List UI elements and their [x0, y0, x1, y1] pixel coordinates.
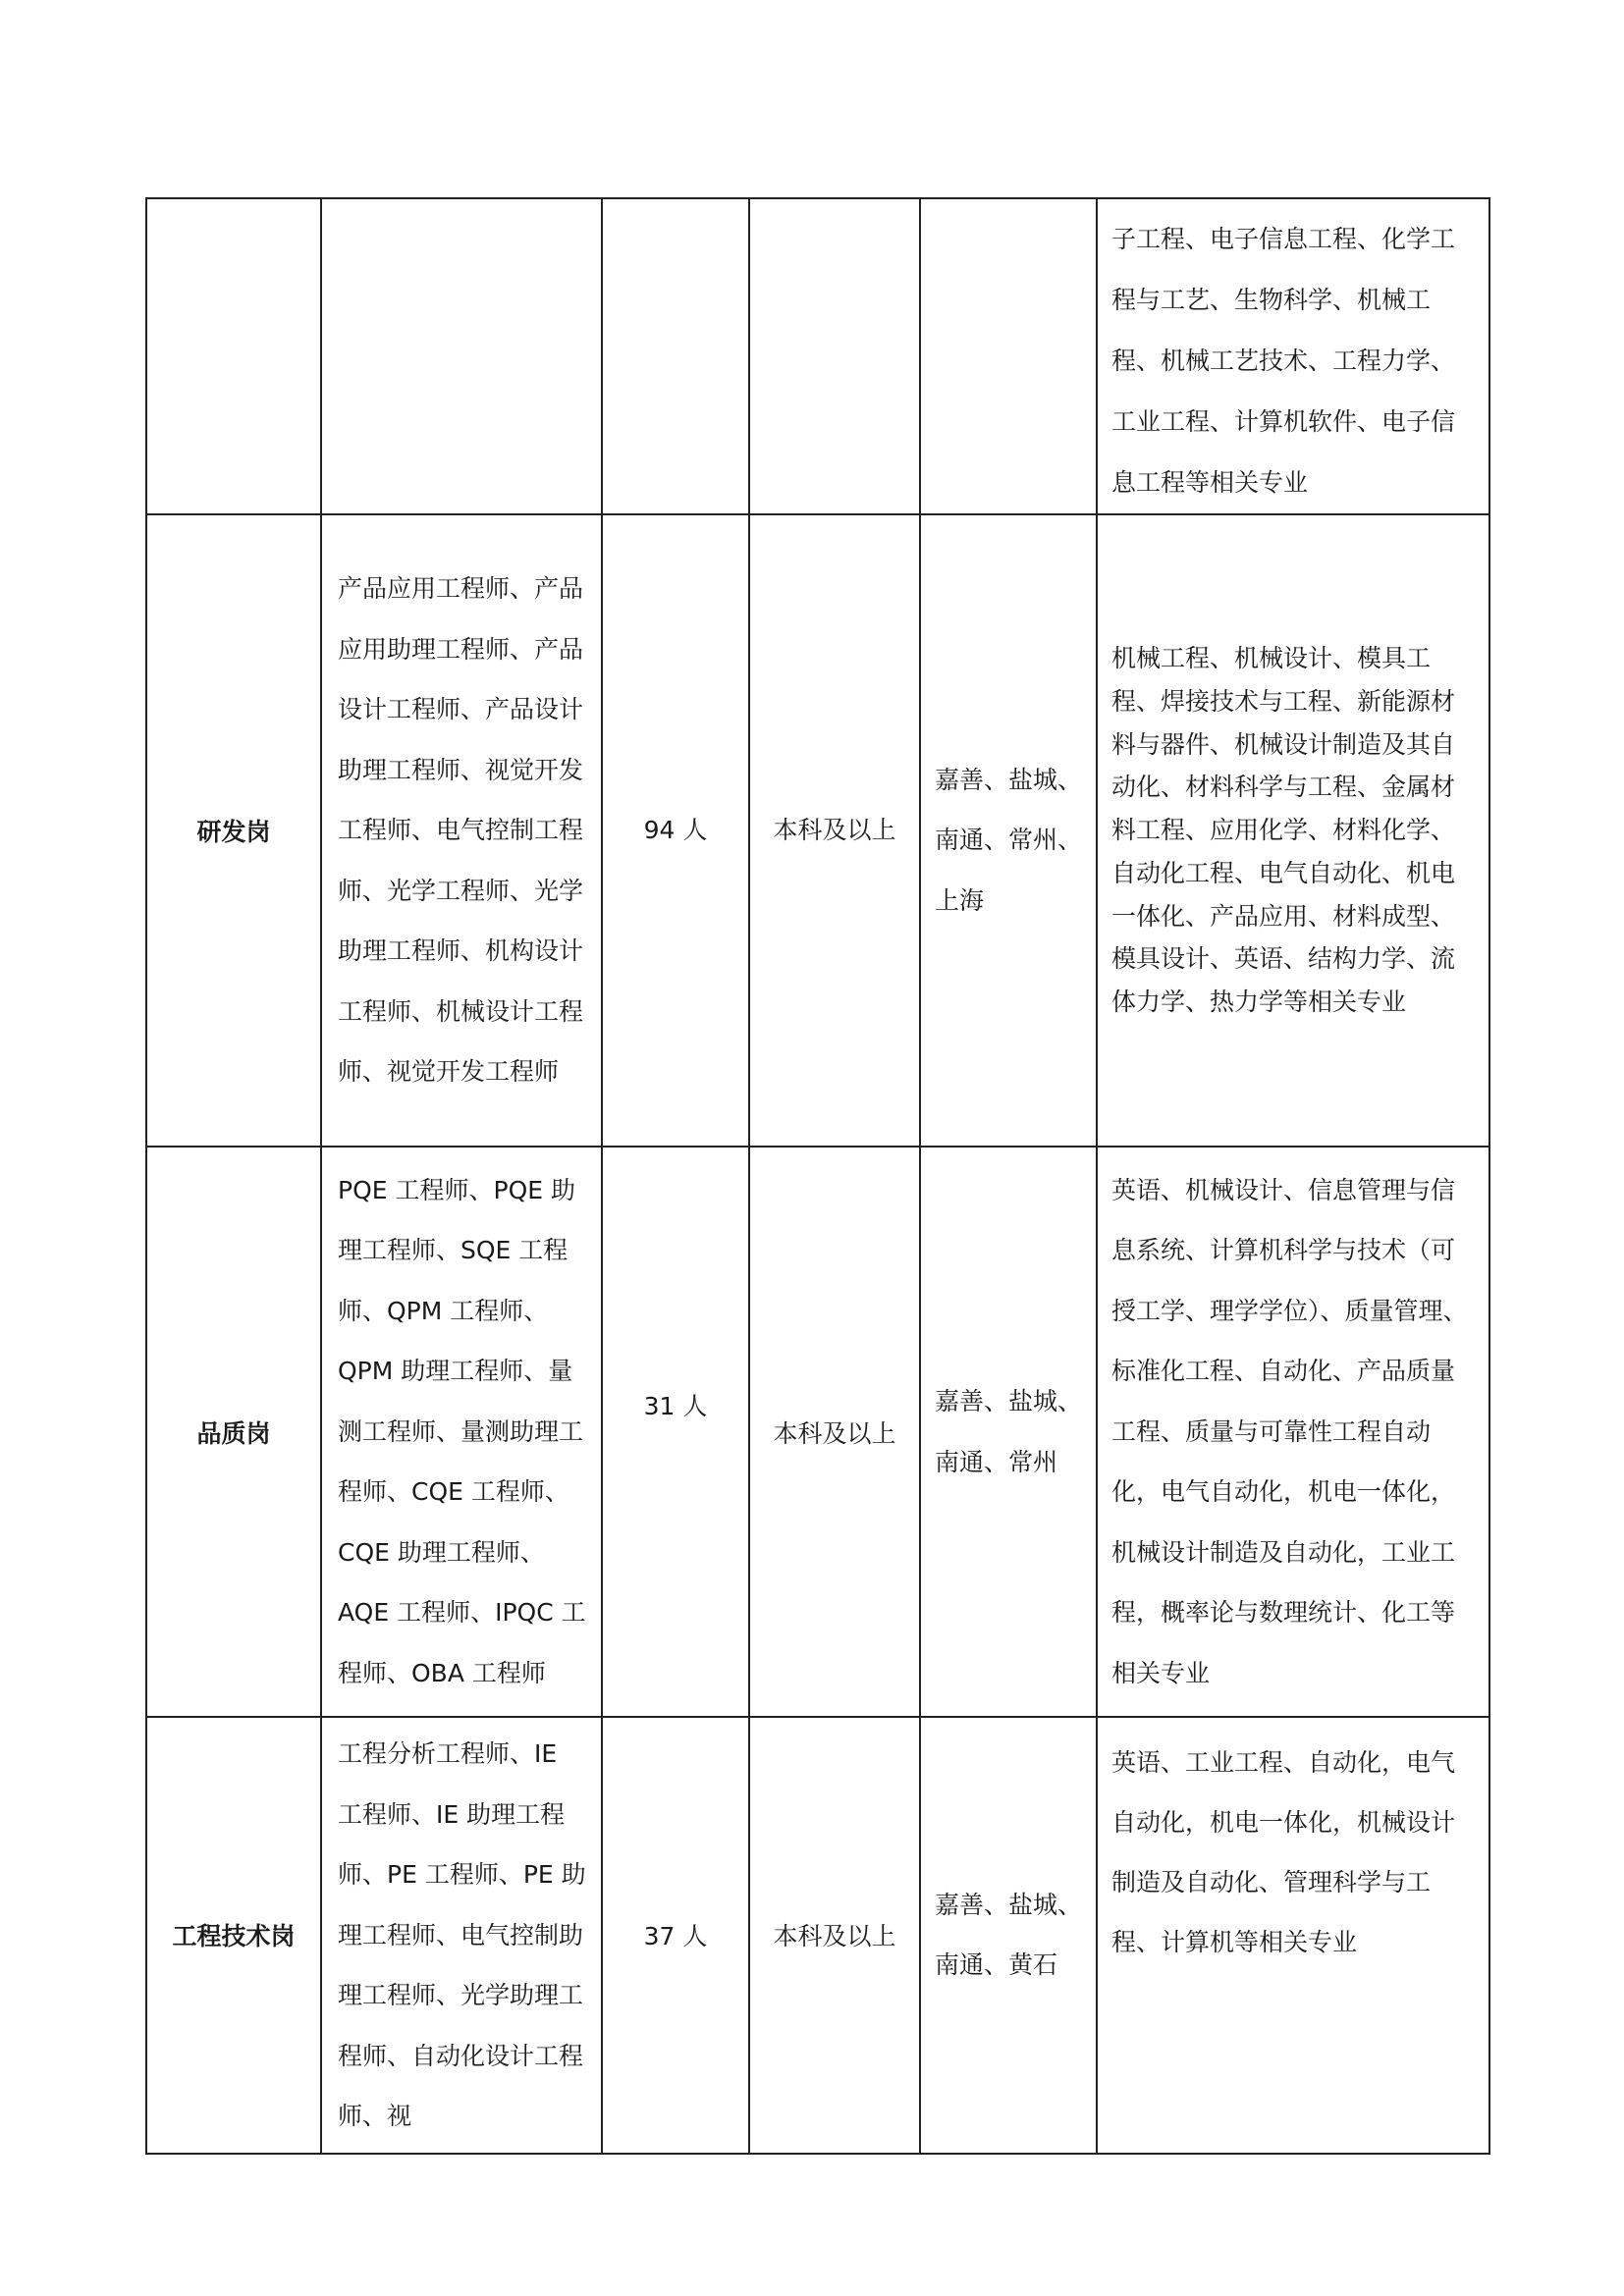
- education-value: 本科及以上: [773, 816, 896, 844]
- education-cell: [749, 1147, 920, 1717]
- education-cell: [749, 198, 920, 514]
- table-row: [146, 1147, 1489, 1717]
- locations-value: 嘉善、盐城、南通、黄石: [935, 1890, 1083, 1980]
- locations-cell: [920, 1717, 1097, 2154]
- headcount-value: 94 人: [643, 816, 708, 844]
- locations-cell: [920, 1147, 1097, 1717]
- majors-cell: 机械工程、机械设计、模具工程、焊接技术与工程、新能源材料与器件、机械设计制造及其自动化、材料科学与工程、金属材料工程、应用化学、材料化学、自动化工程、电气自动化、机电一体化、产品应用、材料成型、模具设计、英语、结构力学、流体力学、热力学等相关专业: [1097, 514, 1489, 1147]
- positions-cell: PQE 工程师、PQE 助理工程师、SQE 工程师、QPM 工程师、QPM 助理工程师、量测工程师、量测助理工程师、CQE 工程师、CQE 助理工程师、AQE 工程师、IPQC 工程师、OBA 工程师: [321, 1147, 602, 1717]
- positions-cell: 工程分析工程师、IE 工程师、IE 助理工程师、PE 工程师、PE 助理工程师、电气控制助理工程师、光学助理工程师、自动化设计工程师、视: [321, 1717, 602, 2154]
- locations-cell: [920, 514, 1097, 1147]
- majors-cell: 子工程、电子信息工程、化学工程与工艺、生物科学、机械工程、机械工艺技术、工程力学、工业工程、计算机软件、电子信息工程等相关专业: [1097, 198, 1489, 514]
- education-value: 本科及以上: [773, 1922, 896, 1951]
- category-cell: 品质岗: [146, 1147, 321, 1717]
- headcount-value: 37 人: [643, 1922, 708, 1951]
- table-row: [146, 198, 1489, 514]
- category-cell: 研发岗: [146, 514, 321, 1147]
- category-cell: [146, 198, 321, 514]
- positions-cell: 产品应用工程师、产品应用助理工程师、产品设计工程师、产品设计助理工程师、视觉开发工程师、电气控制工程师、光学工程师、光学助理工程师、机构设计工程师、机械设计工程师、视觉开发工程师: [321, 514, 602, 1147]
- education-cell: [749, 514, 920, 1147]
- locations-value: 嘉善、盐城、南通、常州: [935, 1387, 1083, 1476]
- positions-cell: [321, 198, 602, 514]
- category-cell: 工程技术岗: [146, 1717, 321, 2154]
- majors-cell: 英语、机械设计、信息管理与信息系统、计算机科学与技术（可授工学、理学学位）、质量管理、标准化工程、自动化、产品质量工程、质量与可靠性工程自动化，电气自动化，机电一体化，机械设计制造及自动化，工业工程，概率论与数理统计、化工等相关专业: [1097, 1147, 1489, 1717]
- recruitment-table: [145, 197, 1490, 2155]
- majors-cell: 英语、工业工程、自动化，电气自动化，机电一体化，机械设计制造及自动化、管理科学与工程、计算机等相关专业: [1097, 1717, 1489, 2154]
- headcount-cell: [602, 514, 749, 1147]
- table-row: [146, 514, 1489, 1147]
- headcount-cell: [602, 1147, 749, 1717]
- table-row: [146, 1717, 1489, 2154]
- education-cell: [749, 1717, 920, 2154]
- headcount-value: 31 人: [643, 1391, 708, 1420]
- headcount-cell: [602, 1717, 749, 2154]
- education-value: 本科及以上: [773, 1418, 896, 1448]
- headcount-cell: [602, 198, 749, 514]
- locations-cell: [920, 198, 1097, 514]
- locations-value: 嘉善、盐城、南通、常州、上海: [935, 765, 1083, 915]
